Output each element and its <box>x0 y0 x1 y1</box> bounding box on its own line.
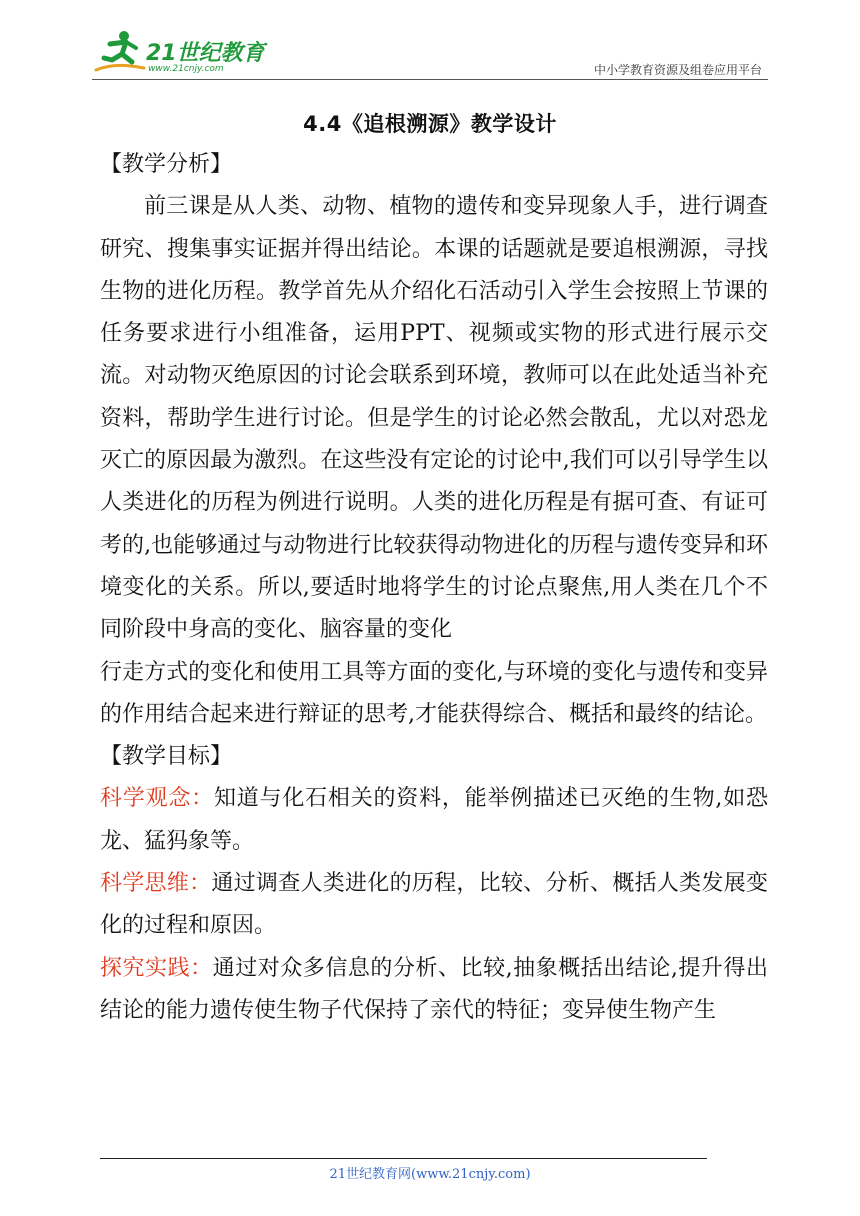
goals-heading: 【教学目标】 <box>100 744 233 770</box>
platform-name: 中小学教育资源及组卷应用平台 <box>593 63 762 77</box>
analysis-paragraph: 前三课是从人类、动物、植物的遗传和变异现象人手，进行调查研究、搜集事实证据并得出结论。本课的话题就是要追根溯源，寻找生物的进化历程。教学首先从介绍化石活动引入学生会按照上节课的任务要求进行小组准备，运用PPT、视频或实物的形式进行展示交流。对动物灭绝原因的讨论会联系到环境，教师可以在此处适当补充资料，帮助学生进行讨论。但是学生的讨论必然会散乱，尤以对恐龙灭亡的原因最为激烈。在这些没有定论的讨论中,我们可以引导学生以人类进化的历程为例进行说明。人类的进化历程是有据可查、有证可考的,也能够通过与动物进行比较获得动物进化的历程与遗传变异和环境变化的关系。所以,要适时地将学生的讨论点聚焦,用人类在几个不同阶段中身高的变化、脑容量的变化 <box>100 194 768 643</box>
analysis-heading: 【教学分析】 <box>100 152 233 177</box>
goal-item <box>100 863 768 948</box>
logo-url: www.21cnjy.com <box>148 64 224 74</box>
footer-divider <box>100 1158 707 1159</box>
logo-text: 21世纪教育 <box>146 41 265 66</box>
goal-item <box>100 778 768 863</box>
footer-link[interactable]: 21世纪教育网(www.21cnjy.com) <box>329 1167 531 1182</box>
goal-label: 探究实践： <box>100 955 213 981</box>
goal-text: 通过对众多信息的分析、比较,抽象概括出结论,提升得出结论的能力遗传使生物子代保持了亲代的特征；变异使生物产生 <box>100 955 768 1023</box>
goal-text: 知道与化石相关的资料，能举例描述已灭绝的生物,如恐龙、猛犸象等。 <box>100 786 768 854</box>
site-logo[interactable] <box>92 28 272 76</box>
header-divider <box>92 79 768 80</box>
document-body <box>100 144 768 1032</box>
runner-logo-icon <box>92 28 148 76</box>
document-title: 4.4《追根溯源》教学设计 <box>303 112 557 136</box>
goal-item <box>100 948 768 1033</box>
goal-text: 通过调查人类进化的历程，比较、分析、概括人类发展变化的过程和原因。 <box>100 871 768 939</box>
goal-label: 科学观念： <box>100 786 214 812</box>
analysis-paragraph-continued: 行走方式的变化和使用工具等方面的变化,与环境的变化与遗传和变异的作用结合起来进行辩证的思考,才能获得综合、概括和最终的结论。 <box>100 659 768 727</box>
goal-label: 科学思维： <box>100 871 212 897</box>
page-header <box>92 28 768 78</box>
